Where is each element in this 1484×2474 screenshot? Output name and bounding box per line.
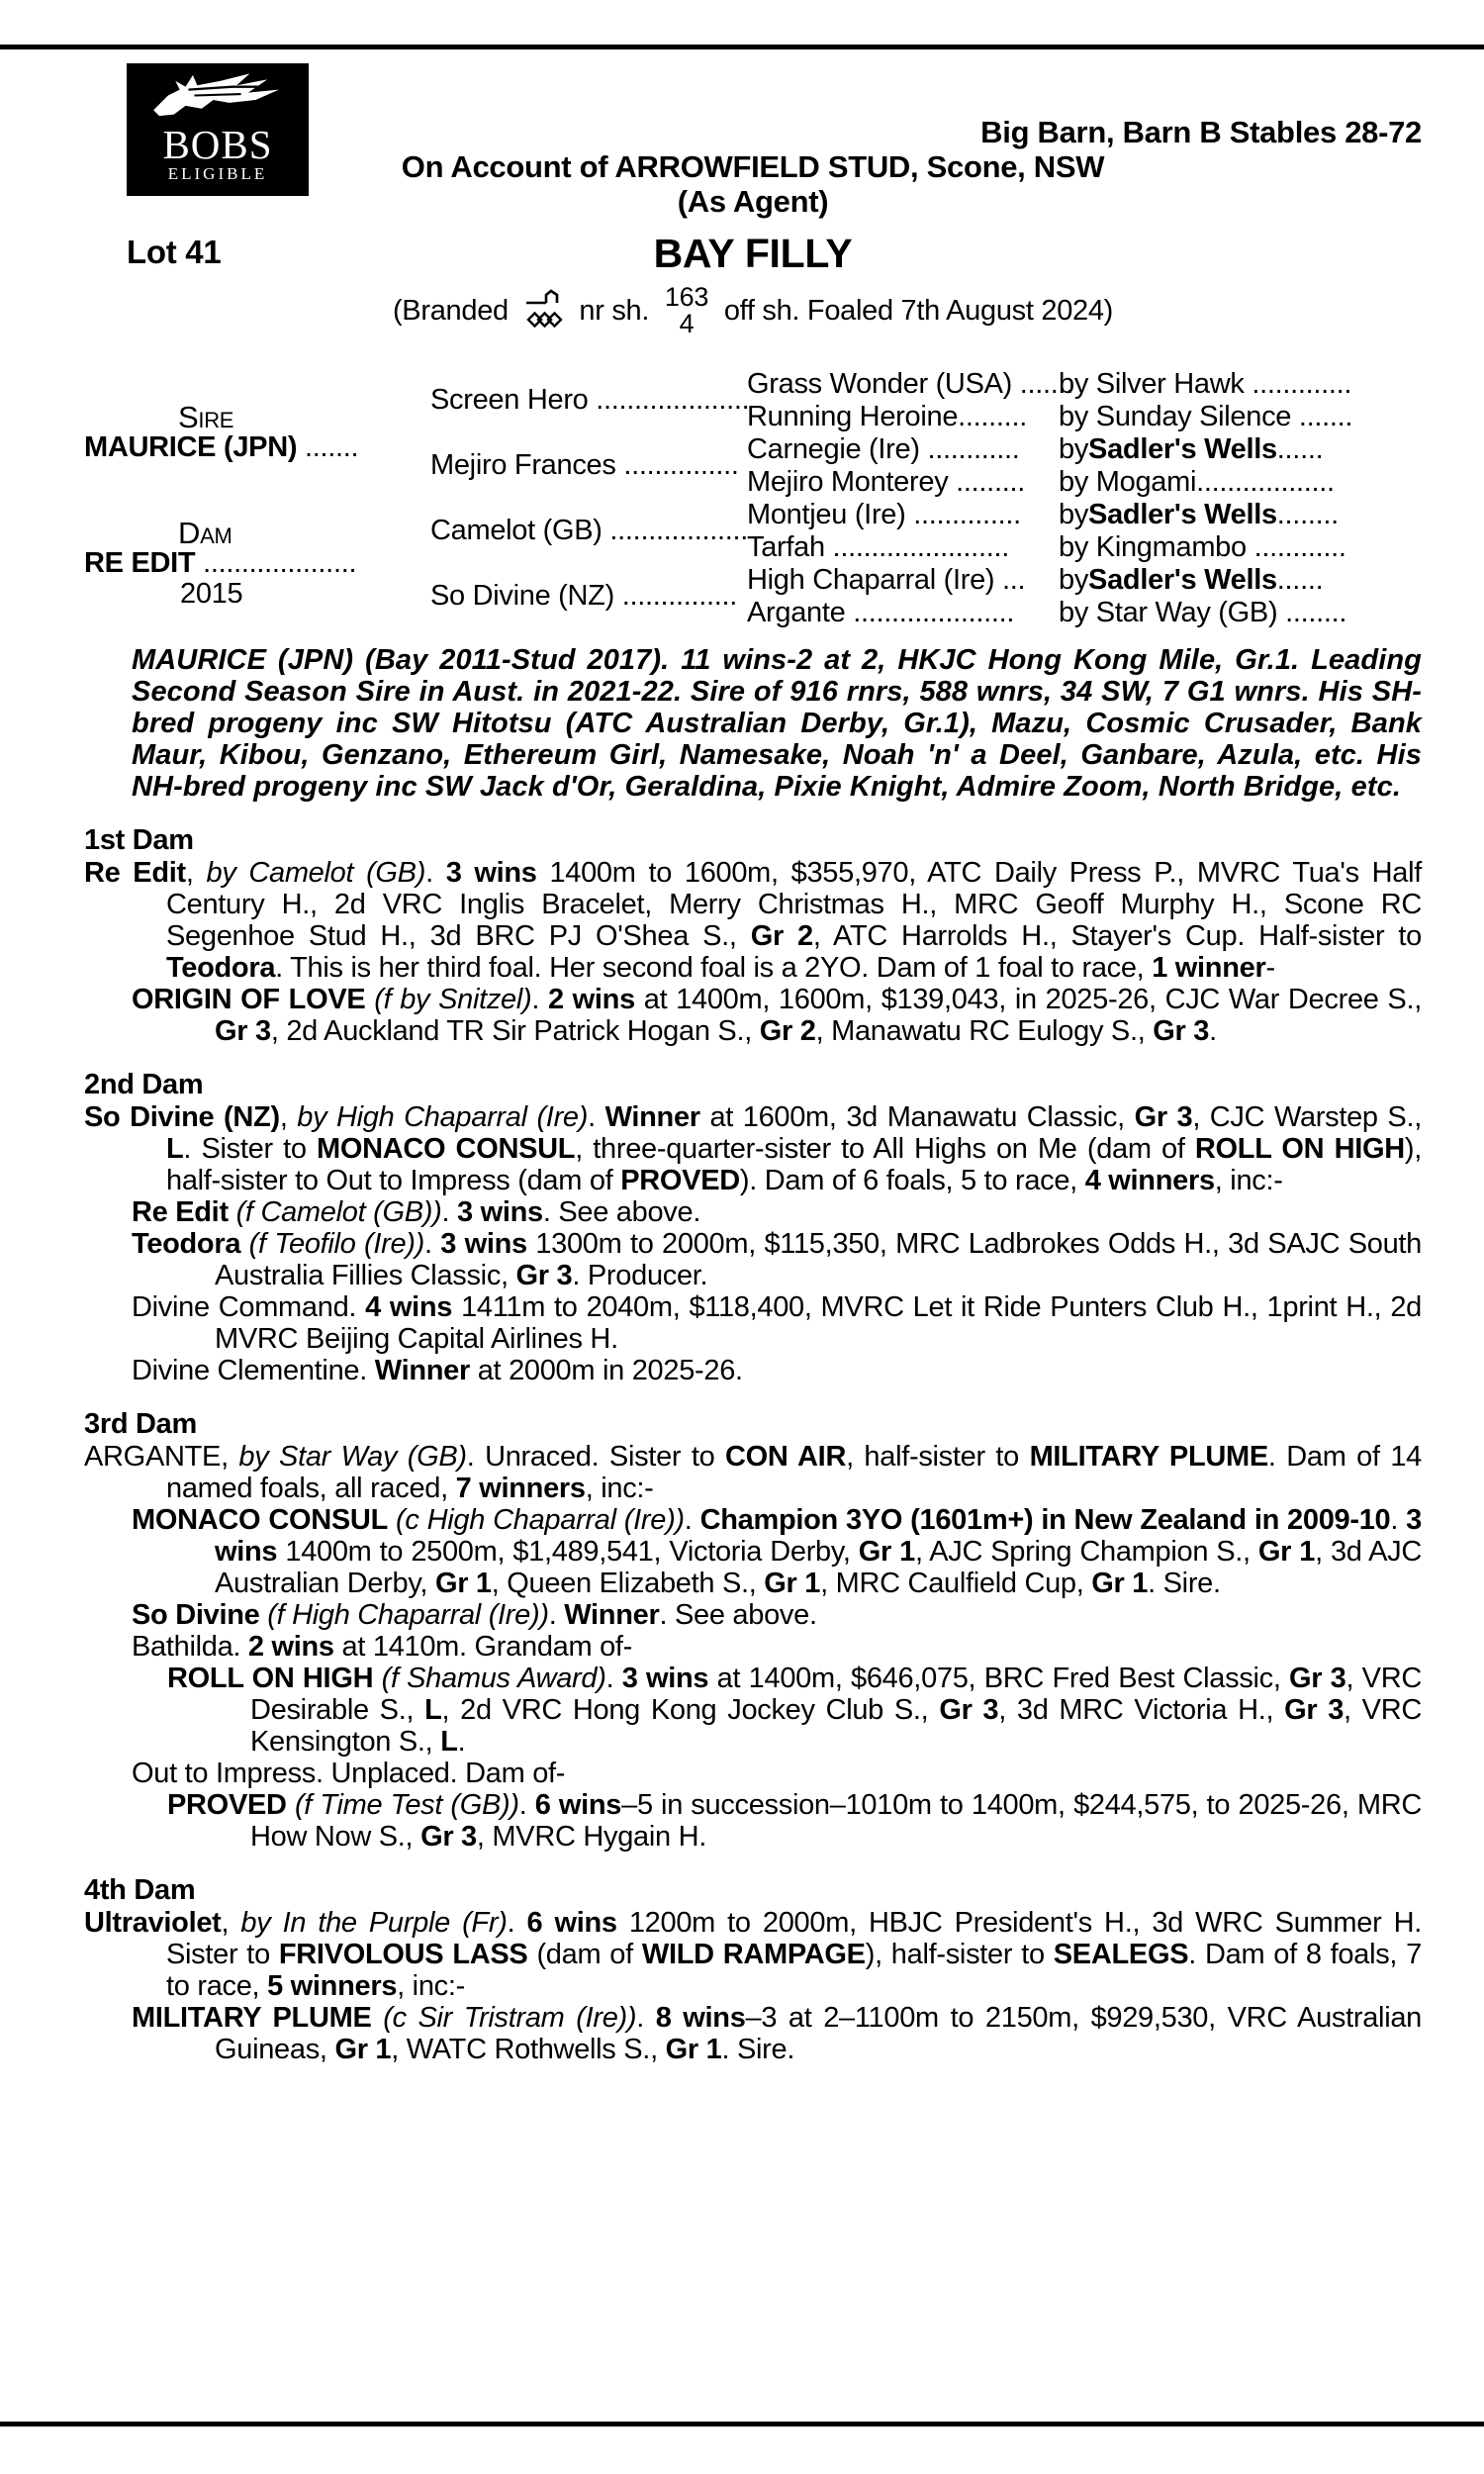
pedigree-entry: ROLL ON HIGH (f Shamus Award). 3 wins at 1400m, $646,075, BRC Fred Best Classic, Gr 3, VRC Desirable S., L, 2d VRC Hong Kong Jockey Club S., Gr 3, 3d MRC Victoria H., Gr 3, VRC Kensington S., L.	[167, 1663, 1423, 1758]
section-3rd-dam	[84, 1408, 1422, 1853]
dam-block	[84, 498, 430, 628]
barn-line: Big Barn, Barn B Stables 28-72	[980, 115, 1422, 149]
sire-name: MAURICE (JPN) .......	[84, 431, 359, 463]
gen3-name: Tarfah .......................	[747, 530, 1009, 563]
pedigree-entry: Re Edit (f Camelot (GB)). 3 wins. See above.	[132, 1196, 701, 1228]
gen2-name: So Divine (NZ) ...............	[430, 580, 738, 612]
gen3-sire: by Mogami..................	[1059, 465, 1335, 498]
gen2-name: Screen Hero ....................	[430, 384, 750, 416]
section-heading: 1st Dam	[84, 824, 194, 856]
pedigree-entry: Out to Impress. Unplaced. Dam of-	[132, 1758, 566, 1789]
brand-number-top: 163	[664, 282, 709, 312]
gen3-name: Argante .....................	[747, 596, 1015, 628]
section-4th-dam	[84, 1874, 1422, 2065]
pedigree-entry: So Divine (f High Chaparral (Ire)). Winner. See above.	[132, 1599, 817, 1631]
pedigree-entry: Ultraviolet, by In the Purple (Fr). 6 wins 1200m to 2000m, HBJC President's H., 3d WRC Summer H. Sister to FRIVOLOUS LASS (dam of WILD RAMPAGE), half-sister to SEALEGS. Dam of 8 foals, 7 to race, 5 winners, inc:-	[84, 1907, 1422, 2002]
pedigree-entry: Divine Command. 4 wins 1411m to 2040m, $118,400, MVRC Let it Ride Punters Club H., 1print H., 2d MVRC Beijing Capital Airlines H.	[132, 1291, 1422, 1355]
dam-label: Dam	[178, 515, 232, 550]
title-row	[84, 231, 1422, 278]
sire-block	[84, 367, 430, 498]
bobs-logo-text: BOBS	[162, 122, 273, 167]
branded-suffix: off sh. Foaled 7th August 2024)	[723, 295, 1114, 327]
pedigree-entry: Divine Clementine. Winner at 2000m in 2025-26.	[132, 1355, 743, 1386]
section-2nd-dam	[84, 1069, 1422, 1386]
section-heading: 2nd Dam	[84, 1069, 204, 1100]
pedigree-table	[84, 367, 1422, 628]
lot-number: Lot 41	[127, 234, 222, 270]
pedigree-entry: Bathilda. 2 wins at 1410m. Grandam of-	[132, 1631, 633, 1663]
agent-line: (As Agent)	[677, 184, 829, 219]
gen3-sire: by Sadler's Wells ......	[1059, 563, 1324, 596]
section-heading: 3rd Dam	[84, 1408, 197, 1440]
header	[84, 63, 1422, 227]
pedigree-entry: MILITARY PLUME (c Sir Tristram (Ire)). 8 wins–3 at 2–1100m to 2150m, $929,530, VRC Australian Guineas, Gr 1, WATC Rothwells S., Gr 1. Sire.	[132, 2002, 1422, 2065]
dam-name: RE EDIT ....................	[84, 546, 357, 579]
account-line: On Account of ARROWFIELD STUD, Scone, NSW	[401, 149, 1105, 184]
gen3-sire: by Kingmambo ............	[1059, 530, 1346, 563]
gen3-sire: by Star Way (GB) ........	[1059, 596, 1347, 628]
pedigree-entry: Teodora (f Teofilo (Ire)). 3 wins 1300m to 2000m, $115,350, MRC Ladbrokes Odds H., 3d SAJC South Australia Fillies Classic, Gr 3. Producer.	[132, 1228, 1423, 1291]
pedigree-entry: ARGANTE, by Star Way (GB). Unraced. Sister to CON AIR, half-sister to MILITARY PLUME. Dam of 14 named foals, all raced, 7 winners, inc:-	[84, 1441, 1422, 1504]
gen3-sire: by Sadler's Wells ........	[1059, 498, 1339, 530]
brand-mark-icon	[524, 289, 564, 333]
gen3-name: Mejiro Monterey .........	[747, 465, 1025, 498]
bottom-rule	[0, 2422, 1484, 2426]
pedigree-entry: MONACO CONSUL (c High Chaparral (Ire)). Champion 3YO (1601m+) in New Zealand in 2009-10. 3 wins 1400m to 2500m, $1,489,541, Victoria Derby, Gr 1, AJC Spring Champion S., Gr 1, 3d AJC Australian Derby, Gr 1, Queen Elizabeth S., Gr 1, MRC Caulfield Cup, Gr 1. Sire.	[132, 1504, 1423, 1599]
branded-line	[84, 284, 1422, 347]
pedigree-entry: ORIGIN OF LOVE (f by Snitzel). 2 wins at 1400m, 1600m, $139,043, in 2025-26, CJC War Decree S., Gr 3, 2d Auckland TR Sir Patrick Hogan S., Gr 2, Manawatu RC Eulogy S., Gr 3.	[132, 984, 1422, 1047]
horse-head-icon	[143, 69, 292, 125]
page-title: BAY FILLY	[653, 231, 853, 276]
brand-number-bottom: 4	[679, 309, 695, 338]
gen2-name: Mejiro Frances ...............	[430, 449, 739, 481]
gen3-name: Carnegie (Ire) ............	[747, 432, 1020, 465]
brand-number	[665, 284, 708, 337]
bobs-logo	[127, 63, 309, 196]
gen3-sire: by Silver Hawk .............	[1059, 367, 1352, 400]
gen3-name: Montjeu (Ire) ..............	[747, 498, 1021, 530]
gen3-sire: by Sadler's Wells ......	[1059, 432, 1324, 465]
pedigree-entry: Re Edit, by Camelot (GB). 3 wins 1400m to 1600m, $355,970, ATC Daily Press P., MVRC Tua's Half Century H., 2d VRC Inglis Bracelet, Merry Christmas H., MRC Geoff Murphy H., Scone RC Segenhoe Stud H., 3d BRC PJ O'Shea S., Gr 2, ATC Harrolds H., Stayer's Cup. Half-sister to Teodora. This is her third foal. Her second foal is a 2YO. Dam of 1 foal to race, 1 winner-	[84, 857, 1423, 984]
branded-prefix: (Branded	[392, 295, 509, 327]
pedigree-entry: PROVED (f Time Test (GB)). 6 wins–5 in succession–1010m to 1400m, $244,575, to 2025-26, MRC How Now S., Gr 3, MVRC Hygain H.	[167, 1789, 1422, 1853]
pedigree-entry: So Divine (NZ), by High Chaparral (Ire). Winner at 1600m, 3d Manawatu Classic, Gr 3, CJC Warstep S., L. Sister to MONACO CONSUL, three-quarter-sister to All Highs on Me (dam of ROLL ON HIGH), half-sister to Out to Impress (dam of PROVED). Dam of 6 foals, 5 to race, 4 winners, inc:-	[84, 1101, 1422, 1196]
gen3-name: High Chaparral (Ire) ...	[747, 563, 1026, 596]
gen2-name: Camelot (GB) ..................	[430, 515, 749, 546]
sire-label: Sire	[178, 400, 234, 434]
bobs-eligible-text: ELIGIBLE	[167, 164, 268, 183]
sire-summary: MAURICE (JPN) (Bay 2011-Stud 2017). 11 wins-2 at 2, HKJC Hong Kong Mile, Gr.1. Leading Second Season Sire in Aust. in 2021-22. Sire of 916 rnrs, 588 wnrs, 34 SW, 7 G1 wnrs. His SH-bred progeny inc SW Hitotsu (ATC Australian Derby, Gr.1), Mazu, Cosmic Crusader, Bank Maur, Kibou, Genzano, Ethereum Girl, Namesake, Noah 'n' a Deel, Ganbare, Azula, etc. His NH-bred progeny inc SW Jack d'Or, Geraldina, Pixie Knight, Admire Zoom, North Bridge, etc.	[132, 644, 1422, 803]
branded-nr-sh: nr sh.	[579, 295, 650, 327]
dam-year: 2015	[180, 577, 243, 610]
gen3-name: Grass Wonder (USA) .......	[747, 367, 1074, 400]
section-heading: 4th Dam	[84, 1874, 196, 1906]
section-1st-dam	[84, 824, 1422, 1047]
gen3-sire: by Sunday Silence .......	[1059, 400, 1353, 432]
gen3-name: Running Heroine.........	[747, 400, 1027, 432]
